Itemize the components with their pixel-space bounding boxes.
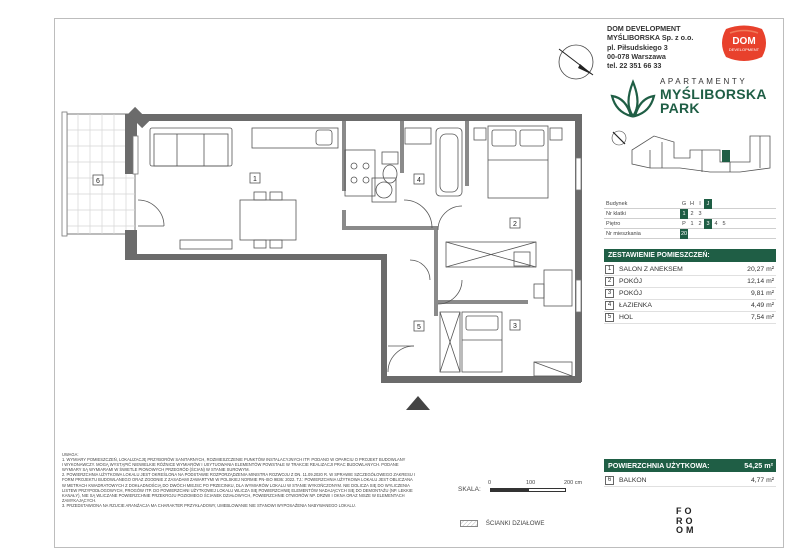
hatch-swatch (460, 520, 478, 527)
scale-segment (528, 488, 566, 492)
note-line: WYMIARY SĄ WYMIARAMI W ŚWIETLE PIONOWYCH PRZEGRÓD (ŚCIAN) W STANIE SUROWYM. (62, 467, 250, 473)
note-line: 1. WYMIARY POMIESZCZEŃ, LOKALIZACJĘ PRZYBORÓW SANITARNYCH, ROZMIESZCZENIE PUNKTÓW INSTALACYJNYCH ITP. PODANO W OPARCIU O PROJEKT BUDOWLANY (62, 457, 406, 463)
footnotes (62, 452, 450, 508)
usable-area-label: POWIERZCHNIA UŻYTKOWA: (608, 461, 710, 470)
brand-subtitle: APARTAMENTY (660, 77, 748, 86)
balcony (62, 112, 135, 236)
developer-contact (607, 24, 693, 70)
info-cell: P (682, 220, 686, 227)
scale-tick-100: 100 (526, 480, 536, 486)
info-cell: 20 (680, 230, 688, 237)
developer-name: DOM DEVELOPMENT (607, 24, 681, 33)
info-row (604, 229, 776, 239)
room-row (604, 475, 776, 487)
room-row (604, 300, 776, 312)
info-cell: 3 (698, 210, 702, 217)
scale-bar (458, 480, 588, 504)
foroom-logo (676, 507, 697, 536)
info-row (604, 219, 776, 229)
note-line: I WYKONAWCZY. MOGĄ WYSTĄPIĆ NIEWIELKIE RÓŻNICE WYMIARÓW I USYTUOWANIA ELEMENTÓW POWSTAŁE W TRAKCIE REALIZACJI PRAC BUDOWLANYCH. PODANE (62, 462, 399, 468)
entrance-arrow (406, 396, 430, 410)
room-row (604, 288, 776, 300)
scale-tick-0: 0 (488, 480, 492, 486)
brand-name-line1: MYŚLIBORSKA (660, 86, 767, 102)
usable-area-value: 54,25 m² (744, 461, 773, 470)
room-area: 9,81 m² (750, 290, 774, 297)
room-number: 1 (605, 265, 614, 274)
hall-fixtures (388, 260, 430, 372)
room-tag-label-6: 6 (96, 178, 100, 185)
rooms-table (604, 264, 776, 324)
room-area: 12,14 m² (747, 278, 774, 285)
living-furniture (138, 128, 375, 249)
exterior-walls (125, 107, 582, 383)
scale-tick-200: 200 cm (564, 480, 583, 486)
room-area: 4,49 m² (750, 302, 774, 309)
room-tag-label-1: 1 (253, 176, 257, 183)
info-row (604, 209, 776, 219)
room-tag-label-3: 3 (513, 323, 517, 330)
info-cell: G (681, 200, 687, 207)
site-key-plan (610, 128, 778, 190)
dom-development-logo (718, 25, 770, 63)
info-cell: 2 (698, 220, 702, 227)
room-name: BALKON (619, 477, 647, 484)
room-name: ŁAZIENKA (619, 302, 652, 309)
brand-name (660, 87, 767, 115)
room-tag-label-2: 2 (513, 221, 517, 228)
note-line: 3. PRZEDSTAWIONA NA RZUCIE ARANŻACJA MA CHARAKTER PRZYKŁADOWY, UMEBLOWANIE NIE STANOWI WYPOSAŻENIA NABYWANEGO LOKALU. (62, 502, 356, 508)
foroom-line: FO (676, 506, 695, 516)
room-number: 5 (605, 313, 614, 322)
info-cell: 5 (722, 220, 726, 227)
balcony-row (604, 475, 776, 487)
info-cell: 1 (690, 220, 694, 227)
room-row (604, 312, 776, 324)
bedroom-3-furniture (438, 270, 572, 376)
info-cell: 1 (680, 209, 688, 219)
foroom-line: OM (676, 525, 697, 535)
room-row (604, 276, 776, 288)
note-line: LISTEW PRZYPODŁOGOWYCH, PROGÓW ITP. DO POWIERZCHNI UŻYTKOWEJ LOKALU WLICZA SIĘ POWIERZCHNIĘ ELEMENTÓW NADAJĄCYCH SIĘ DO DEMONTAŻU (NP. LEKKIE (62, 487, 413, 493)
developer-phone: tel. 22 351 66 33 (607, 61, 662, 71)
rooms-table-header: ZESTAWIENIE POMIESZCZEŃ: (604, 249, 776, 262)
foroom-line: RO (676, 515, 696, 526)
room-name: HOL (619, 314, 633, 321)
scale-label: SKALA: (458, 486, 481, 493)
room-tag-label-5: 5 (417, 324, 421, 331)
room-name: POKÓJ (619, 290, 643, 297)
info-row-label: Nr mieszkania (606, 230, 641, 237)
room-name: SALON Z ANEKSEM (619, 266, 683, 273)
info-cell: J (704, 199, 712, 209)
info-cell: 4 (714, 220, 718, 227)
info-cell: 2 (690, 210, 694, 217)
note-line: UWAGA: (62, 452, 79, 457)
developer-street: pl. Piłsudskiego 3 (607, 42, 668, 52)
note-line: W METRACH KWADRATOWYCH Z DOKŁADNOŚCIĄ DO DWÓCH MIEJSC PO PRZECINKU, DLA WYMIARÓW LOKALU W STANIE WYKOŃCZONYM. NIE DOLICZA SIĘ DO WYLICZENIA (62, 482, 410, 488)
info-row-label: Budynek (606, 200, 628, 207)
room-number: 4 (605, 301, 614, 310)
room-name: POKÓJ (619, 278, 643, 285)
note-line: 2. POWIERZCHNIA UŻYTKOWA LOKALU JEST OKREŚLONA NA PODSTAWIE ROZPORZĄDZENIA MINISTRA ROZWOJU Z DN. 11.09.2020 R. W SPRAWIE SZCZEGÓŁOWEGO ZAKRESU I (62, 472, 416, 478)
scale-segment (490, 488, 528, 492)
note-line: FORM PROJEKTU BUDOWLANEGO ORAZ ZGODNIE Z ZASADAMI ZAWARTYMI W POLSKIEJ NORMIE PN-ISO 9836: 2022. TJ.: POWIERZCHNIA UŻYTKOWA LOKALU JEST OBLICZANA (62, 477, 413, 483)
info-row-label: Piętro (606, 220, 621, 227)
info-row (604, 199, 776, 209)
partition-legend (460, 520, 545, 527)
developer-city: 00-078 Warszawa (607, 51, 666, 61)
room-area: 7,54 m² (750, 314, 774, 321)
note-line: KANAŁY), NIE SĄ WLICZANE POWIERZCHNIE PRZEKROJU POZIOMEGO ŚCIANEK DZIAŁOWYCH, POWIERZCHNIE OTWORÓW NP. DRZWI I OKNA ORAZ NISZE W ELEMENTACH (62, 492, 405, 498)
usable-area-bar (604, 459, 776, 472)
brand-name-line2: PARK (660, 100, 700, 116)
room-number: 2 (605, 277, 614, 286)
partition-label: ŚCIANKI DZIAŁOWE (485, 520, 545, 528)
info-cell: 3 (704, 219, 712, 229)
room-row (604, 264, 776, 276)
room-area: 4,77 m² (750, 477, 774, 484)
leaf-icon (610, 76, 656, 122)
svg-text:DOM: DOM (732, 36, 756, 47)
room-tag-label-4: 4 (417, 177, 421, 184)
svg-text:DEVELOPMENT: DEVELOPMENT (728, 47, 760, 52)
info-cell: I (699, 200, 701, 207)
room-number: 6 (605, 476, 614, 485)
building-info (604, 199, 776, 239)
bedroom-2-furniture (438, 126, 562, 267)
info-cell: H (690, 200, 694, 207)
room-number: 3 (605, 289, 614, 298)
note-line: ZAMYKAJĄCYCH. (62, 497, 97, 503)
brand-logo (610, 76, 770, 124)
room-tags (93, 173, 520, 331)
developer-company: MYŚLIBORSKA Sp. z o.o. (607, 33, 694, 43)
info-row-label: Nr klatki (606, 210, 626, 217)
compass-icon (556, 42, 596, 82)
room-area: 20,27 m² (747, 266, 774, 273)
